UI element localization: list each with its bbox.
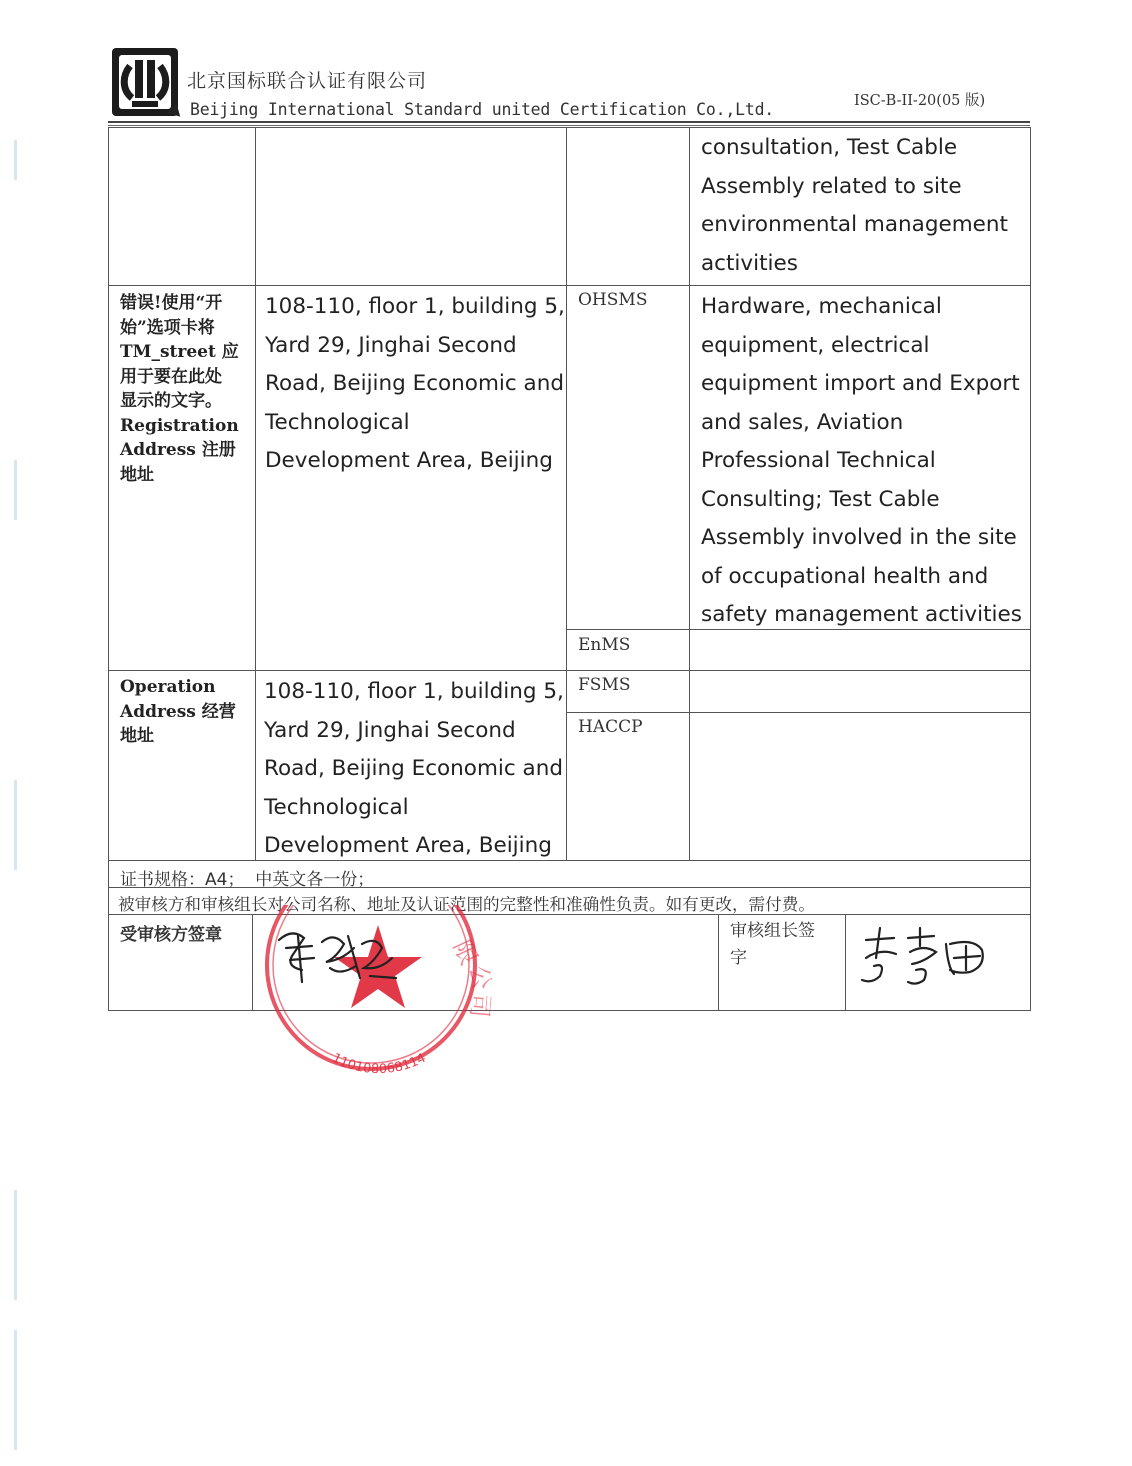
header-rule-thin [108,125,1030,126]
svg-text:司: 司 [464,992,495,1019]
svg-text:公: 公 [464,963,496,992]
operation-address-value: 108-110, floor 1, building 5, Yard 29, Jinghai Second Road, Beijing Economic and Technological Development Area, Beijing [264,679,564,858]
svg-text:限: 限 [447,935,484,970]
scan-artifact [14,780,17,870]
row-divider [566,712,1031,713]
audit-leader-signature [850,918,1000,998]
table-border-top [108,127,1031,128]
audit-leader-sign-label: 审核组长签 字 [730,921,815,968]
header-rule [108,121,1030,123]
fsms-code: FSMS [578,675,631,695]
row-divider [108,860,1031,861]
certificate-spec: 证书规格：A4； 中英文各一份； [120,870,375,890]
responsibility-note: 被审核方和审核组长对公司名称、地址及认证范围的完整性和准确性负责。如有更改，需付费。 [118,895,815,914]
ohsms-scope-text: Hardware, mechanical equipment, electrical equipment import and Export and sales, Aviation Professional Technical Consulting; Test Cable Assembly involved in the site of occupational health and safety management activities [701,294,1022,627]
ohsms-code: OHSMS [578,290,648,310]
company-name-en: Beijing International Standard united Certification Co.,Ltd. [190,100,775,119]
enms-code: EnMS [578,635,631,655]
table-border-left [108,127,109,1011]
auditee-sign-label: 受审核方签章 [120,925,222,945]
haccp-code: HACCP [578,717,643,737]
table-border-right [1030,127,1031,1011]
row-divider [108,670,1031,671]
form-code: ISC-B-II-20(05 版) [854,93,986,109]
scan-artifact [14,460,17,520]
scan-artifact [14,1330,17,1450]
col-divider [255,127,256,860]
operation-address-label: Operation Address 经营 地址 [120,677,236,746]
stamp-number: 110108068114 [329,1050,429,1073]
col-divider [566,127,567,860]
continued-scope-text: consultation, Test Cable Assembly related to site environmental management activities [701,135,1008,276]
sign-divider [718,914,719,1011]
registration-address-value: 108-110, floor 1, building 5, Yard 29, Jinghai Second Road, Beijing Economic and Technological Development Area, Beijing [265,294,565,473]
col-divider [689,127,690,860]
scan-artifact [14,1190,17,1300]
auditee-signature [264,918,414,998]
sign-divider [845,914,846,1011]
scan-artifact [14,140,17,180]
registration-address-label: 错误!使用“开 始”选项卡将 TM_street 应 用于要在此处 显示的文字。 Registration Address 注册 地址 [120,293,239,485]
row-divider [108,285,1031,286]
svg-text:110108068114 [330,1051,429,1073]
company-name-cn: 北京国标联合认证有限公司 [187,70,428,92]
